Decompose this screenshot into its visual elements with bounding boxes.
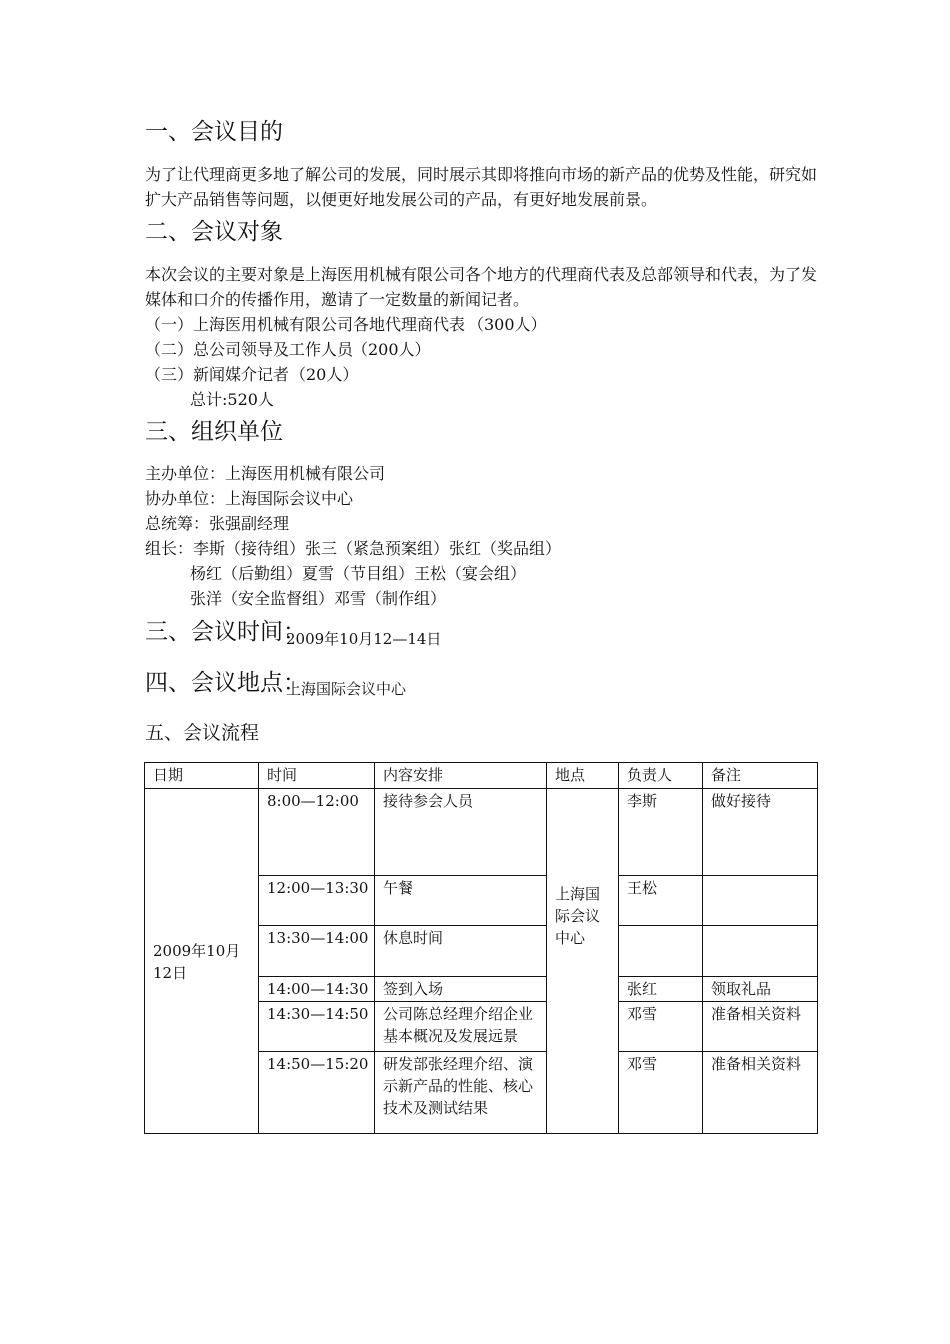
note-cell: 领取礼品 — [703, 977, 818, 1002]
content-cell: 接待参会人员 — [375, 789, 547, 876]
person-cell — [619, 926, 703, 977]
date-cell: 2009年10月12日 — [145, 789, 259, 1134]
time-cell: 13:30—14:00 — [259, 926, 375, 977]
purpose-line-1: 为了让代理商更多地了解公司的发展，同时展示其即将推向市场的新产品的优势及性能，研究如 — [145, 165, 818, 184]
organizers-host: 主办单位：上海医用机械有限公司 — [145, 464, 386, 483]
audience-item-label: （一）上海医用机械有限公司各地代理商代表 — [145, 315, 466, 334]
note-cell: 准备相关资料 — [703, 1052, 818, 1134]
time-cell: 12:00—13:30 — [259, 876, 375, 926]
content-cell: 公司陈总经理介绍企业基本概况及发展远景 — [375, 1002, 547, 1052]
purpose-heading: 一、会议目的 — [145, 119, 283, 145]
content-cell: 签到入场 — [375, 977, 547, 1002]
note-cell — [703, 876, 818, 926]
column-header-content: 内容安排 — [375, 763, 547, 789]
content-cell: 研发部张经理介绍、演示新产品的性能、核心技术及测试结果 — [375, 1052, 547, 1134]
schedule-heading: 五、会议流程 — [145, 722, 260, 744]
audience-item-1 — [145, 314, 465, 336]
audience-item-label: （三）新闻媒介记者 — [145, 365, 290, 384]
location-heading: 四、会议地点： — [145, 670, 306, 696]
table-header-row — [145, 763, 818, 789]
organizers-heading: 三、组织单位 — [145, 419, 283, 445]
person-cell: 邓雪 — [619, 1002, 703, 1052]
time-heading: 三、会议时间： — [145, 619, 306, 645]
note-cell: 做好接待 — [703, 789, 818, 876]
schedule-table — [144, 762, 818, 1134]
content-cell: 午餐 — [375, 876, 547, 926]
audience-line-1: 本次会议的主要对象是上海医用机械有限公司各个地方的代理商代表及总部领导和代表，为了发 — [145, 265, 818, 284]
time-cell: 8:00—12:00 — [259, 789, 375, 876]
organizers-leaders-1: 组长：李斯（接待组）张三（紧急预案组）张红（奖品组） — [145, 539, 562, 558]
audience-item-count: （300人） — [468, 315, 547, 334]
audience-item-count: （200人） — [352, 340, 431, 359]
column-header-place: 地点 — [547, 763, 619, 789]
person-cell: 李斯 — [619, 789, 703, 876]
audience-item-label: （二）总公司领导及工作人员 — [145, 340, 354, 359]
time-cell: 14:30—14:50 — [259, 1002, 375, 1052]
note-cell: 准备相关资料 — [703, 1002, 818, 1052]
audience-heading: 二、会议对象 — [145, 219, 283, 245]
organizers-leaders-3: 张洋（安全监督组）邓雪（制作组） — [190, 589, 447, 608]
person-cell: 邓雪 — [619, 1052, 703, 1134]
column-header-time: 时间 — [259, 763, 375, 789]
column-header-note: 备注 — [703, 763, 818, 789]
audience-line-2: 媒体和口介的传播作用，邀请了一定数量的新闻记者。 — [145, 290, 530, 309]
audience-item-2 — [145, 339, 353, 361]
organizers-coordinator: 总统筹：张强副经理 — [145, 514, 290, 533]
organizers-cohost: 协办单位：上海国际会议中心 — [145, 489, 354, 508]
place-cell: 上海国际会议中心 — [547, 789, 619, 1134]
time-cell: 14:50—15:20 — [259, 1052, 375, 1134]
content-cell: 休息时间 — [375, 926, 547, 977]
location-value: 上海国际会议中心 — [286, 680, 407, 698]
audience-item-3 — [145, 364, 289, 386]
table-row — [145, 789, 818, 876]
time-cell: 14:00—14:30 — [259, 977, 375, 1002]
audience-item-count: （20人） — [290, 365, 359, 384]
person-cell: 张红 — [619, 977, 703, 1002]
person-cell: 王松 — [619, 876, 703, 926]
column-header-person: 负责人 — [619, 763, 703, 789]
column-header-date: 日期 — [145, 763, 259, 789]
note-cell — [703, 926, 818, 977]
audience-total: 总计:520人 — [190, 390, 274, 409]
time-value: 2009年10月12—14日 — [286, 630, 442, 648]
organizers-leaders-2: 杨红（后勤组）夏雪（节目组）王松（宴会组） — [190, 564, 527, 583]
purpose-line-2: 扩大产品销售等问题，以便更好地发展公司的产品，有更好地发展前景。 — [145, 190, 658, 209]
